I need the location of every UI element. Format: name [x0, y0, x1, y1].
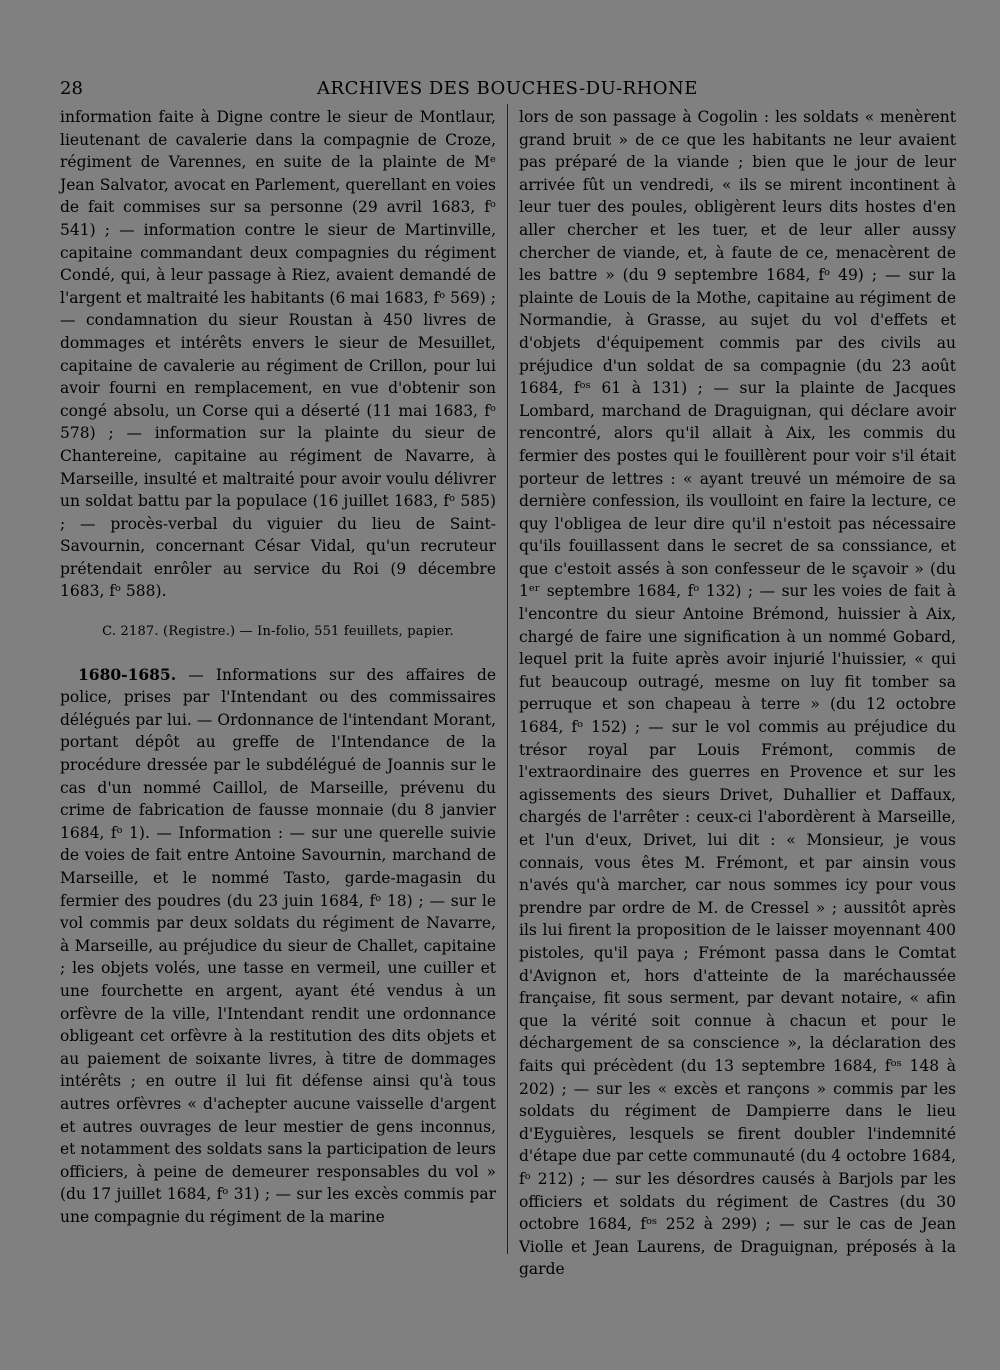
entry-text: — Informations sur des affaires de police, prises par l'Intendant ou des commissaires délégués par lui. — Ordonnance de l'intendant Morant, portant dépôt au greffe de l'Intendance de la procédure dressée par le subdélégué de Joannis sur le cas d'un nommé Caillol, de Marseille, prévenu du crime de fabrication de fausse monnaie (du 8 janvier 1684, fᵒ 1). — Information : — sur une querelle suivie de voies de fait entre Antoine Savournin, marchand de Marseille, et le nommé Tasto, garde-magasin du fermier des poudres (du 23 juin 1684, fᵒ 18) ; — sur le vol commis par deux soldats du régiment de Navarre, à Marseille, au préjudice du sieur de Challet, capitaine ; les objets volés, une tasse en vermeil, une cuiller et une fourchette en argent, ayant été vendus à un orfèvre de la ville, l'Intendant rendit une ordonnance obligeant cet orfèvre à la restitution des dits objets et au paiement de soixante livres, à titre de dommages intérêts ; en outre il lui fit défense ainsi qu'à tous autres orfèvres « d'achepter aucune vaisselle d'argent et autres ouvrages de leur mestier de gens inconnus, et notamment des soldats sans la participation de leurs officiers, à peine de demeurer responsables du vol » (du 17 juillet 1684, fᵒ 31) ; — sur les excès commis par une compagnie du régiment de la marine: [60, 665, 496, 1226]
page-header: [60, 78, 955, 104]
left-column: [60, 106, 496, 1229]
left-paragraph-entry: [60, 664, 496, 1229]
running-title: ARCHIVES DES BOUCHES-DU-RHONE: [317, 78, 698, 99]
date-heading: 1680-1685.: [78, 664, 177, 684]
register-line: C. 2187. (Registre.) — In-folio, 551 feuillets, papier.: [102, 624, 454, 640]
right-paragraph: lors de son passage à Cogolin : les soldats « menèrent grand bruit » de ce que les habitants ne leur avaient pas préparé de la viande ; bien que le jour de leur arrivée fût un vendredi, « ils se mirent incontinent à leur tuer des poules, obligèrent leurs dits hostes d'en aller chercher et les tuer, et de leur aller aussy chercher de viande, et, à faute de ce, menacèrent de les battre » (du 9 septembre 1684, fᵒ 49) ; — sur la plainte de Louis de la Mothe, capitaine au régiment de Normandie, à Grasse, au sujet du vol d'effets et d'objets d'équipement commis par des civils au préjudice d'un soldat de sa compagnie (du 23 août 1684, fᵒˢ 61 à 131) ; — sur la plainte de Jacques Lombard, marchand de Draguignan, qui déclare avoir rencontré, alors qu'il allait à Aix, les commis du fermier des postes qui le fouillèrent pour voir s'il était porteur de lettres : « ayant treuvé un mémoire de sa dernière confession, ils voulloint en faire la lecture, ce quy l'obligea de leur dire qu'il n'estoit pas nécessaire qu'ils fouillassent dans le secret de sa conssiance, et que c'estoit assés à son confesseur de le sçavoir » (du 1ᵉʳ septembre 1684, fᵒ 132) ; — sur les voies de fait à l'encontre du sieur Antoine Brémond, huissier à Aix, chargé de faire une signification à un nommé Gobard, lequel prit la fuite après avoir injurié l'huissier, « qui fut beaucoup outragé, mesme on luy fit tomber sa perruque et son chapeau à terre » (du 12 octobre 1684, fᵒ 152) ; — sur le vol commis au préjudice du trésor royal par Louis Frémont, commis de l'extraordinaire des guerres en Provence et sur les agissements des sieurs Drivet, Duhallier et Daffaux, chargés de l'arrêter : ceux-ci l'abordèrent à Marseille, et l'un d'eux, Drivet, lui dit : « Monsieur, je vous connais, vous êtes M. Frémont, et par ainsin vous n'avés qu'à marcher, car nous sommes icy pour vous prendre par ordre de M. de Cressel » ; aussitôt après ils lui firent la proposition de le laisser moyennant 400 pistoles, qu'il paya ; Frémont passa dans le Comtat d'Avignon et, hors d'atteinte de la maréchaussée française, fit sous serment, par devant notaire, « afin que la vérité soit connue à chacun et pour le déchargement de sa conscience », la déclaration des faits qui précèdent (du 13 septembre 1684, fᵒˢ 148 à 202) ; — sur les « excès et rançons » commis par les soldats du régiment de Dampierre dans le lieu d'Eyguières, lesquels se firent doubler l'indemnité d'étape due par cette communauté (du 4 octobre 1684, fᵒ 212) ; — sur les désordres causés à Barjols par les officiers et soldats du régiment de Castres (du 30 octobre 1684, fᵒˢ 252 à 299) ; — sur le cas de Jean Violle et Jean Laurens, de Draguignan, préposés à la garde: [519, 108, 956, 1279]
left-paragraph-continued: information faite à Digne contre le sieur de Montlaur, lieutenant de cavalerie dans la compagnie de Croze, régiment de Varennes, en suite de la plainte de Mᵉ Jean Salvator, avocat en Parlement, querellant en voies de fait commises sur sa personne (29 avril 1683, fᵒ 541) ; — information contre le sieur de Martinville, capitaine commandant deux compagnies du régiment Condé, qui, à leur passage à Riez, avaient demandé de l'argent et maltraité les habitants (6 mai 1683, fᵒ 569) ; — condamnation du sieur Roustan à 450 livres de dommages et intérêts envers le sieur de Mesuillet, capitaine de cavalerie au régiment de Crillon, pour lui avoir fourni en remplacement, en vue d'obtenir son congé absolu, un Corse qui a déserté (11 mai 1683, fᵒ 578) ; — information sur la plainte du sieur de Chantereine, capitaine au régiment de Navarre, à Marseille, insulté et maltraité pour avoir voulu délivrer un soldat battu par la populace (16 juillet 1683, fᵒ 585) ; — procès-verbal du viguier du lieu de Saint-Savournin, concernant César Vidal, qu'un recruteur prétendait enrôler au service du Roi (9 décembre 1683, fᵒ 588).: [60, 108, 496, 601]
column-divider: [507, 104, 508, 1254]
right-column: [519, 106, 956, 1281]
page-number: 28: [60, 78, 83, 99]
